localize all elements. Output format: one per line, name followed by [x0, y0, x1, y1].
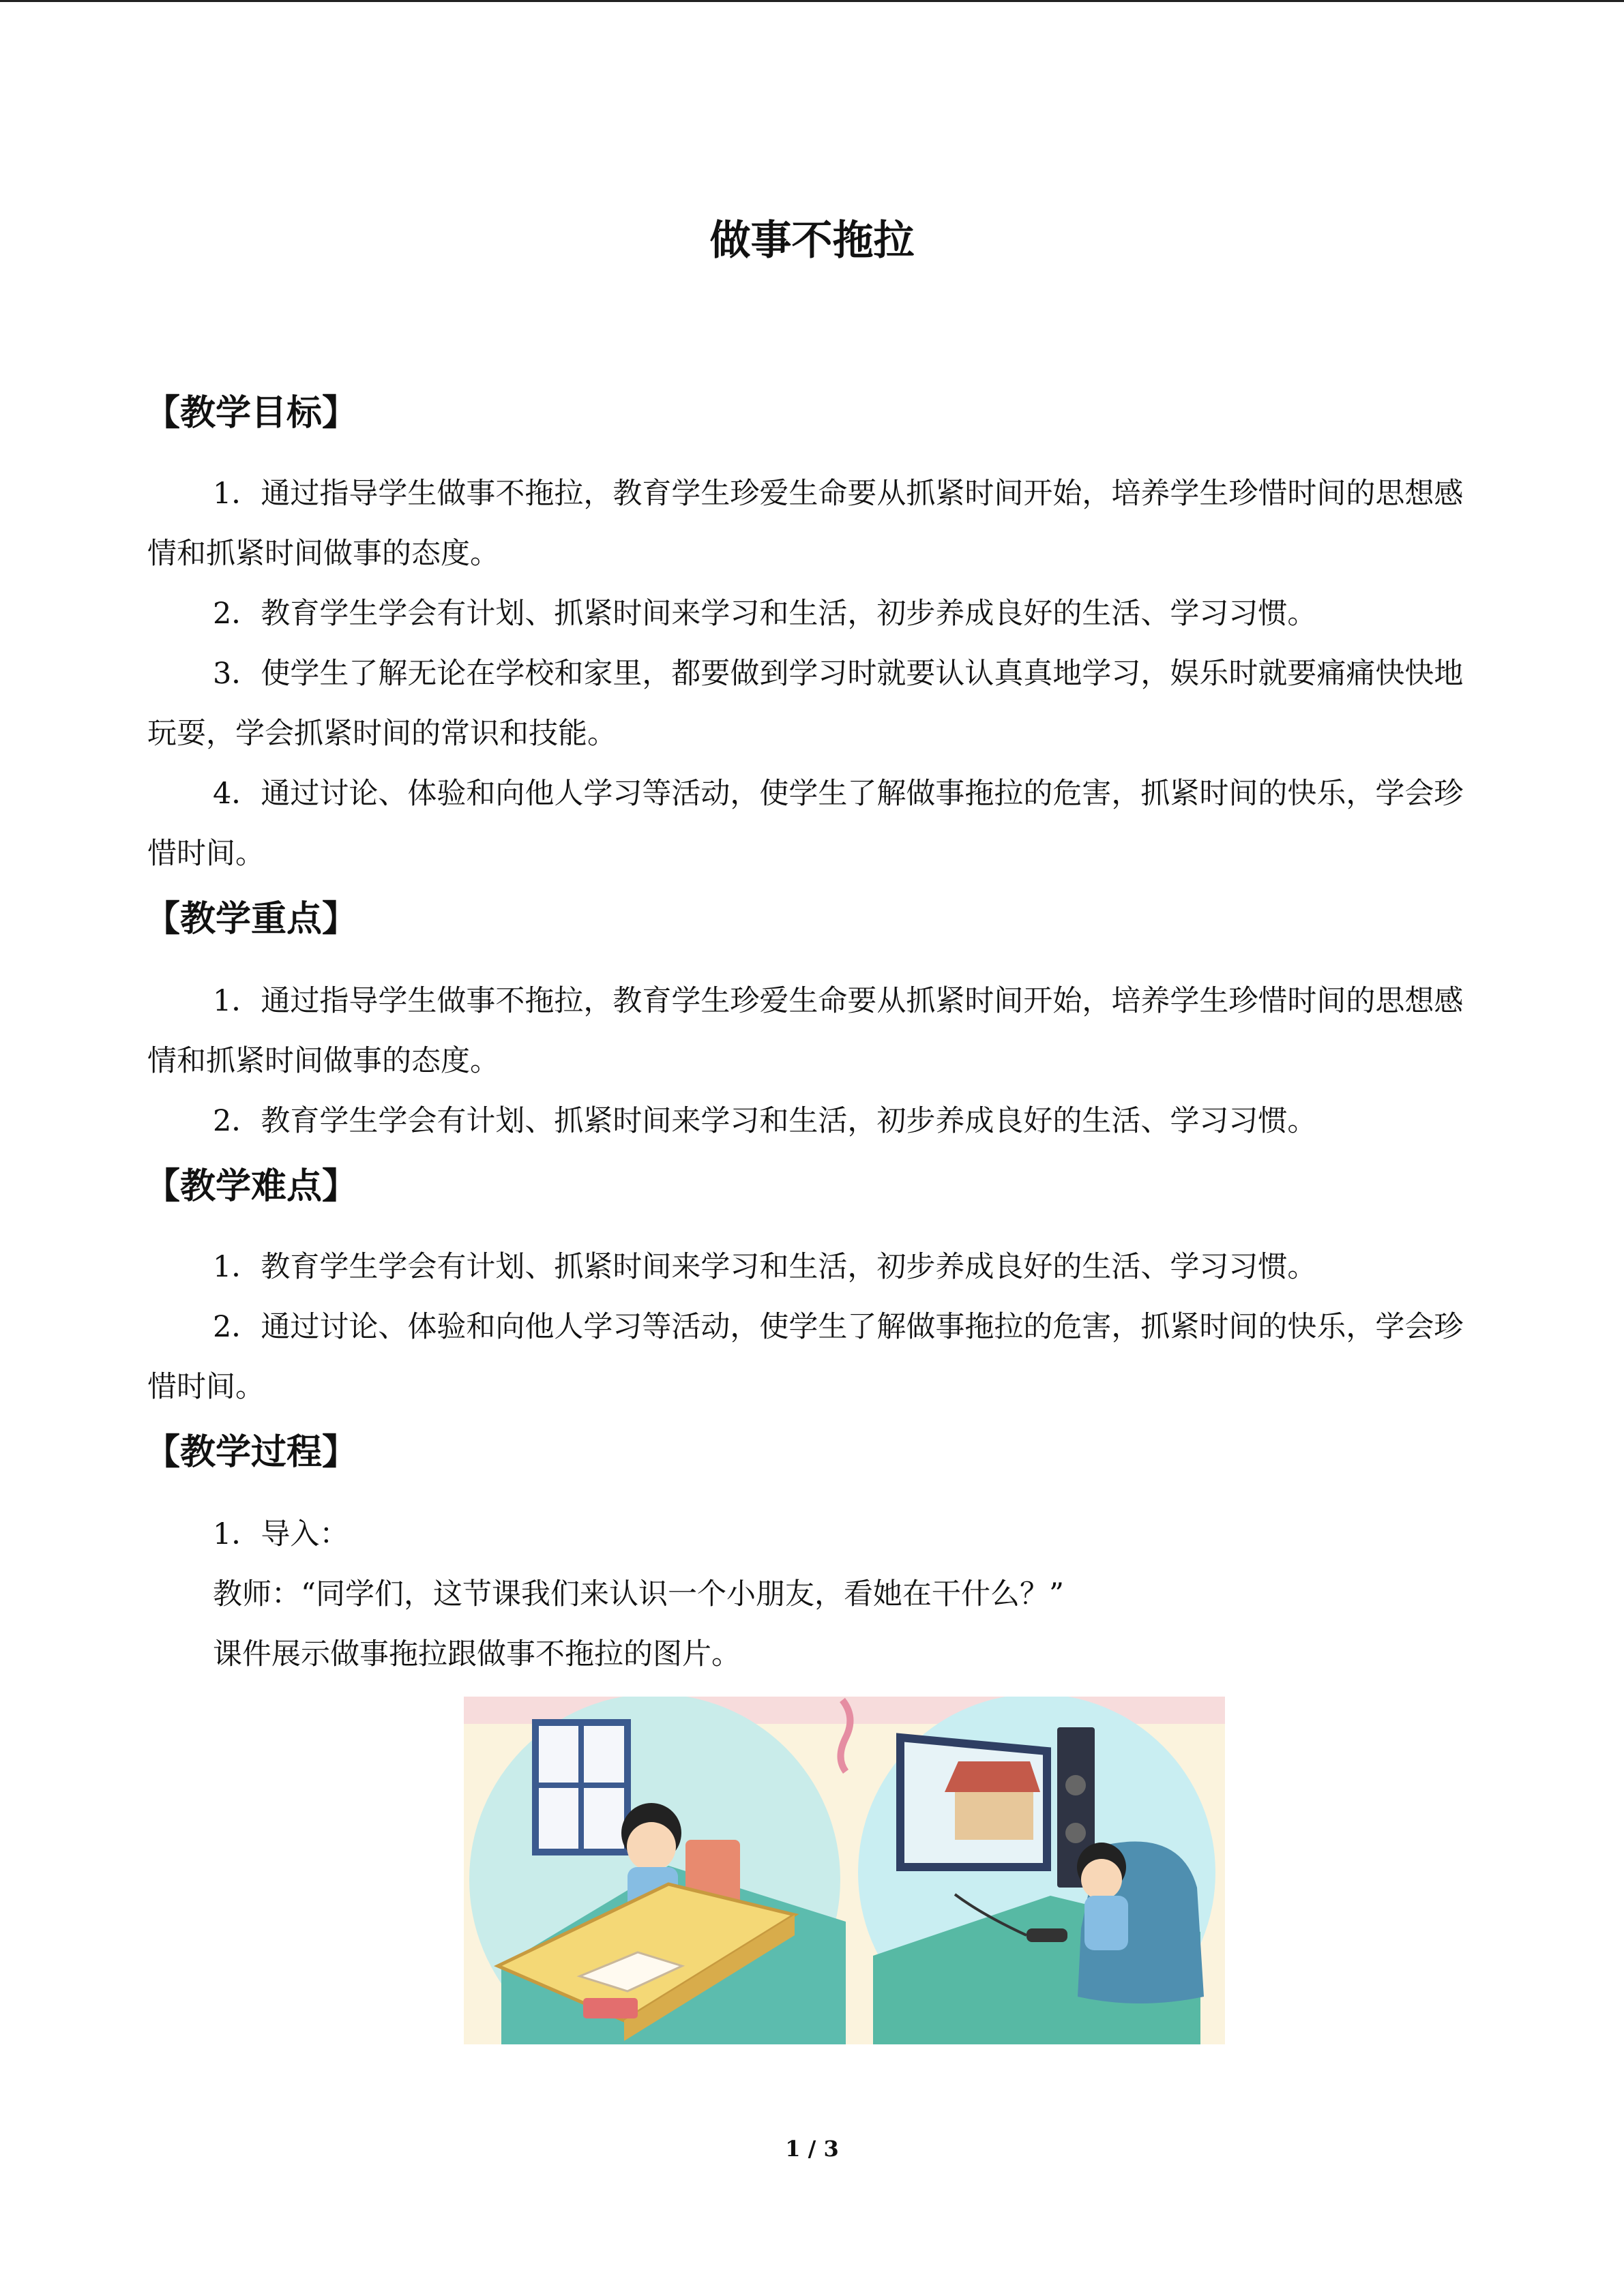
- process-line-slides: 课件展示做事拖拉跟做事不拖拉的图片。: [213, 1637, 741, 1671]
- key-point-item-1: 1．通过指导学生做事不拖拉，教育学生珍爱生命要从抓紧时间开始，培养学生珍惜时间的思想感情和抓紧时间做事的态度。: [147, 984, 1464, 1078]
- objective-item-1: 1．通过指导学生做事不拖拉，教育学生珍爱生命要从抓紧时间开始，培养学生珍惜时间的思想感情和抓紧时间做事的态度。: [147, 477, 1464, 571]
- objective-item-4: 4．通过讨论、体验和向他人学习等活动，使学生了解做事拖拉的危害，抓紧时间的快乐，学会珍惜时间。: [147, 777, 1464, 871]
- illustration-procrastination-comparison: [464, 1697, 1225, 2044]
- objective-item-3: 3．使学生了解无论在学校和家里，都要做到学习时就要认认真真地学习，娱乐时就要痛痛快快地玩耍，学会抓紧时间的常识和技能。: [147, 657, 1464, 751]
- top-border-rule: [0, 0, 1624, 2]
- scene-girl-playing-games: [858, 1697, 1215, 2044]
- section-heading-key-points: 【教学重点】: [145, 899, 358, 940]
- section-heading-difficulties: 【教学难点】: [145, 1166, 358, 1207]
- difficulty-item-2: 2．通过讨论、体验和向他人学习等活动，使学生了解做事拖拉的危害，抓紧时间的快乐，学会珍惜时间。: [147, 1310, 1464, 1404]
- process-line-teacher-quote: 教师：“同学们，这节课我们来认识一个小朋友，看她在干什么？”: [213, 1577, 1064, 1611]
- section-heading-objectives: 【教学目标】: [145, 393, 358, 434]
- objective-item-2: 2．教育学生学会有计划、抓紧时间来学习和生活，初步养成良好的生活、学习习惯。: [213, 597, 1317, 631]
- document-title: 做事不拖拉: [709, 217, 915, 265]
- section-heading-process: 【教学过程】: [145, 1432, 358, 1473]
- difficulty-item-1: 1．教育学生学会有计划、抓紧时间来学习和生活，初步养成良好的生活、学习习惯。: [213, 1250, 1317, 1284]
- page-number: 1 / 3: [785, 2136, 839, 2162]
- process-line-intro: 1．导入：: [213, 1517, 349, 1551]
- key-point-item-2: 2．教育学生学会有计划、抓紧时间来学习和生活，初步养成良好的生活、学习习惯。: [213, 1104, 1317, 1138]
